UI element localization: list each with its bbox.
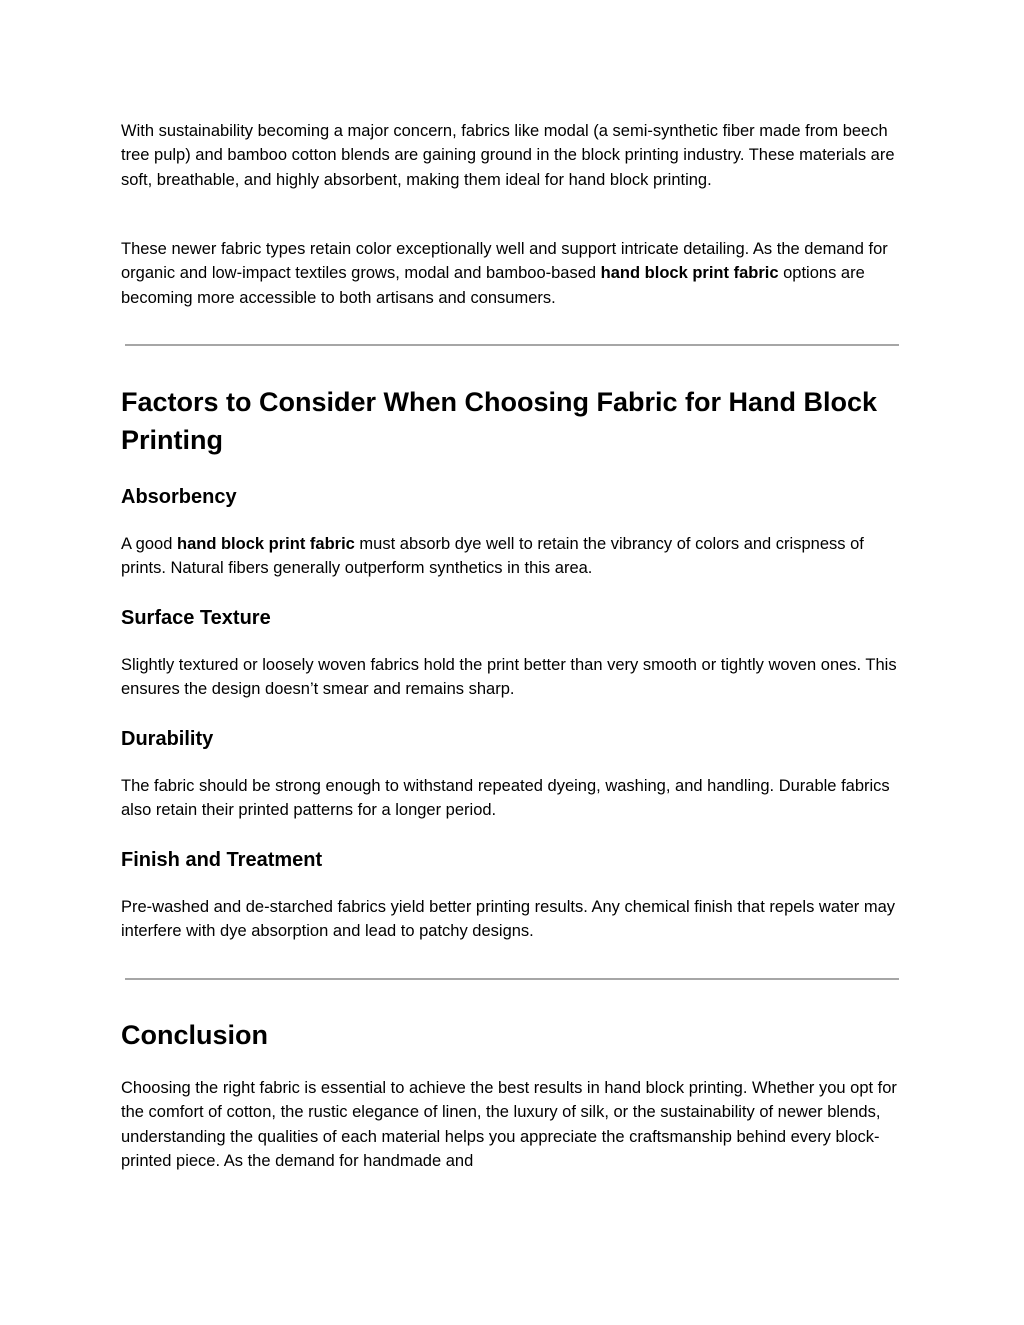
- intro-paragraph-1: With sustainability becoming a major concern, fabrics like modal (a semi-synthetic fiber made from beech tree pulp) and bamboo cotton blends are gaining ground in the block printing industry. These materials are soft, breathable, and highly absorbent, making them ideal for hand block printing.: [121, 122, 895, 189]
- absorbency-text-end: must absorb dye well to retain the vibrancy of colors and crispness of prints. Natural fibers generally outperform synthetics in this area.: [121, 535, 864, 578]
- absorbency-paragraph: [121, 532, 911, 581]
- conclusion-paragraph: Choosing the right fabric is essential to achieve the best results in hand block printing. Whether you opt for the comfort of cotton, the rustic elegance of linen, the luxury of silk, or the sustainability of newer blends, understanding the qualities of each material helps you appreciate the craftsmanship behind every block-printed piece. As the demand for handmade and: [121, 1079, 897, 1170]
- finish-paragraph: Pre-washed and de-starched fabrics yield better printing results. Any chemical finish that repels water may interfere with dye absorption and lead to patchy designs.: [121, 898, 896, 941]
- finish-heading: Finish and Treatment: [121, 849, 323, 871]
- absorbency-text: A good: [121, 535, 177, 553]
- factors-heading: Factors to Consider When Choosing Fabric for Hand Block Printing: [121, 387, 878, 455]
- surface-texture-heading: Surface Texture: [121, 607, 271, 629]
- absorbency-bold: hand block print fabric: [176, 535, 355, 553]
- section-divider: [125, 344, 899, 346]
- absorbency-heading: Absorbency: [121, 486, 237, 508]
- conclusion-heading: Conclusion: [121, 1020, 268, 1050]
- intro-paragraph-2-bold: hand block print fabric: [600, 264, 779, 283]
- durability-heading: Durability: [121, 728, 214, 750]
- section-divider: [125, 978, 899, 980]
- intro-paragraph-2-text-end: options are becoming more accessible to both artisans and consumers.: [121, 264, 865, 307]
- surface-texture-paragraph: Slightly textured or loosely woven fabrics hold the print better than very smooth or tightly woven ones. This ensures the design doesn’t smear and remains sharp.: [121, 656, 897, 699]
- durability-paragraph: The fabric should be strong enough to withstand repeated dyeing, washing, and handling. Durable fabrics also retain their printed patterns for a longer period.: [121, 777, 890, 820]
- intro-paragraph-2-text: These newer fabric types retain color exceptionally well and support intricate detailing. As the demand for organic and low-impact textiles grows, modal and bamboo-based: [121, 240, 888, 283]
- intro-paragraph-2: [121, 237, 911, 310]
